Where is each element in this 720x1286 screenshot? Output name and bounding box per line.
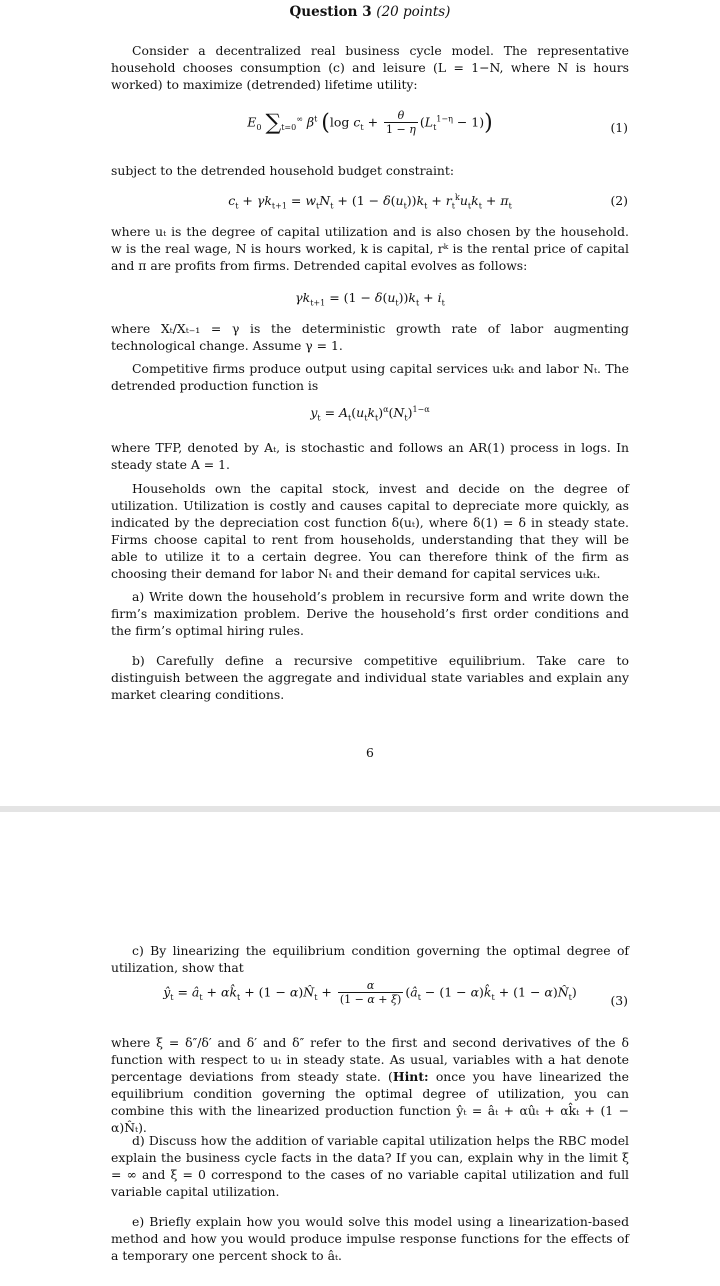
firms-paragraph: Competitive firms produce output using capital services uₜkₜ and labor Nₜ. The detrended production function is xyxy=(111,361,629,393)
intro-paragraph: Consider a decentralized real business cycle model. The representative household chooses consumption (c) and leisure (L = 1−N, where N is hours worked) to maximize (detrended) lifetime utility: xyxy=(111,43,629,92)
equation-2: $c_t + \gamma k_{t+1} = w_tN_t + (1 - \delta(u_t))k_t + r_t^ku_tk_t + \pi_t$ xyxy=(228,193,512,211)
part-b: b) Carefully define a recursive competitive equilibrium. Take care to distinguish between the aggregate and individual state variables and explain any market clearing conditions. xyxy=(111,653,629,702)
page-7 xyxy=(0,812,720,1286)
households-paragraph: Households own the capital stock, invest and decide on the degree of utilization. Utilization is costly and causes capital to depreciate more quickly, as indicated by the depreciation cost function δ(uₜ), where δ(1) = δ in steady state. Firms choose capital to rent from households, understanding that they will be able to utilize it to a certain degree. You can therefore think of the firm as choosing their demand for labor Nₜ and their demand for capital services uₜkₜ. xyxy=(111,481,629,581)
tfp-paragraph: where TFP, denoted by Aₜ, is stochastic and follows an AR(1) process in logs. In steady state A = 1. xyxy=(111,440,629,472)
production-equation: $y_t = A_t(u_tk_t)^\alpha(N_t)^{1-\alpha}$ xyxy=(310,405,430,423)
equation-2-number: (2) xyxy=(610,193,628,208)
where-x-paragraph: where Xₜ/Xₜ₋₁ = γ is the deterministic growth rate of labor augmenting technological change. Assume γ = 1. xyxy=(111,321,629,353)
capital-evolution-equation: $\gamma k_{t+1} = (1 - \delta(u_t))k_t + i_t$ xyxy=(295,290,445,308)
where-xi-paragraph: where ξ = δ″/δ′ and δ′ and δ″ refer to the first and second derivatives of the δ function with respect to uₜ in steady state. As usual, variables with a hat denote percentage deviations from steady state. (Hint: once you have linearized the equilibrium condition governing the optimal degree of utilization, you can combine this with the linearized production function ŷₜ = âₜ + αûₜ + αk̂ₜ + (1 − α)N̂ₜ). xyxy=(111,1035,629,1135)
part-a: a) Write down the household’s problem in recursive form and write down the firm’s maximization problem. Derive the household’s first order conditions and the firm’s optimal hiring rules. xyxy=(111,589,629,638)
where-u-paragraph: where uₜ is the degree of capital utilization and is also chosen by the household. w is the real wage, N is hours worked, k is capital, rᵏ is the rental price of capital and π are profits from firms. Detrended capital evolves as follows: xyxy=(111,224,629,273)
page-number: 6 xyxy=(366,745,374,760)
question-title: Question 3 (20 points) xyxy=(289,4,451,20)
equation-1-number: (1) xyxy=(610,120,628,135)
part-e: e) Briefly explain how you would solve this model using a linearization-based method and how you would produce impulse response functions for the effects of a temporary one percent shock to âₜ. xyxy=(111,1214,629,1263)
part-c: c) By linearizing the equilibrium condition governing the optimal degree of utilization, show that xyxy=(111,943,629,975)
budget-intro: subject to the detrended household budget constraint: xyxy=(111,163,455,178)
equation-1: $E_0$ $\sum_{t=0}^\infty$ $\beta^t$ (log $c_t$ + $\frac{\theta}{1 - \eta}$ $(L_t^{1-\eta} - 1)$) xyxy=(247,109,493,136)
equation-3-number: (3) xyxy=(610,993,628,1008)
part-d: d) Discuss how the addition of variable capital utilization helps the RBC model explain the business cycle facts in the data? If you can, explain why in the limit ξ = ∞ and ξ = 0 correspond to the cases of no variable capital utilization and full variable capital utilization. xyxy=(111,1133,629,1199)
equation-3: $ŷ_t$ = $â_t$ + $\alpha k̂_t + (1$ − $\alpha)N̂_t$ + $\frac{\alpha}{(1 - \alpha + \xi)}$ ($â_t - (1$ − $\alpha)k̂_t + (1$ − $\alpha)N̂_t$) xyxy=(163,979,577,1006)
